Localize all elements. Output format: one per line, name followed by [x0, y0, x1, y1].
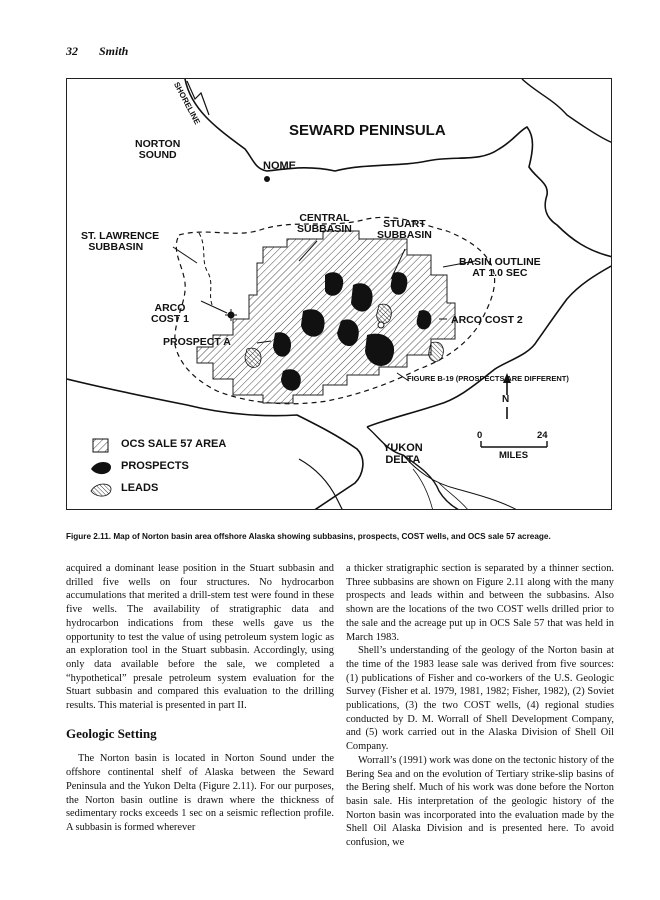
yukon-channel-2	[413, 469, 433, 510]
legend-prospect-swatch	[91, 462, 111, 474]
north-label: N	[502, 394, 510, 405]
arco-cost-1-line-1: ARCO	[154, 302, 186, 314]
st-lawrence-leader	[173, 247, 197, 263]
st-lawrence-line-2: SUBBASIN	[88, 241, 144, 254]
lead-blob	[429, 342, 444, 361]
stuart-subbasin-label	[377, 219, 432, 241]
seward-peninsula-label: SEWARD PENINSULA	[289, 122, 446, 139]
figure-caption: Figure 2.11. Map of Norton basin area offshore Alaska showing subbasins, prospects, COST wells, and OCS sale 57 acreage.	[66, 532, 551, 541]
prospect-blob	[351, 283, 373, 311]
basin-outline-label	[459, 257, 541, 279]
st-lawrence-subbasin-label	[81, 231, 159, 253]
norton-sound-line-2: SOUND	[138, 149, 177, 162]
left-paragraph-1: acquired a dominant lease position in the Stuart subbasin and drilled five wells on four structures. No hydrocarbon accumulations that merited a drill-stem test were found in these five wells. The availability of stratigraphic data and hydrocarbon indications from these wells gave us the opportunity to test the value of using petroleum system logic as an exploration tool in the Stuart subbasin. Accordingly, using only data available before the sale, we completed a “hypothetical” presale petroleum system evaluation for the Stuart subbasin and compared this evaluation to the drilling results. This material is presented in part II.	[66, 563, 334, 712]
yukon-delta-line-2: DELTA	[385, 453, 421, 466]
map-figure	[66, 78, 612, 510]
central-subbasin-line-2: SUBBASIN	[297, 223, 352, 236]
scale-max-label: 24	[537, 430, 548, 441]
legend-lead-swatch	[91, 484, 111, 496]
prospect-blob	[417, 310, 432, 329]
seward-north-coast	[522, 79, 612, 143]
scale-unit-label: MILES	[499, 450, 529, 461]
st-lawrence-line-1: ST. LAWRENCE	[81, 230, 160, 242]
arco-cost-2-well	[378, 322, 384, 328]
page-number: 32	[66, 44, 78, 58]
central-subbasin-label	[297, 213, 352, 235]
legend-ocs-swatch	[93, 439, 108, 452]
prospect-a-label: PROSPECT A	[163, 336, 231, 348]
lead-blob	[245, 348, 261, 367]
right-paragraph-1: a thicker stratigraphic section is separated by a thinner section. Three subbasins are shown on Figure 2.11 along with the many prospects and leads within and between the subbasins. Also shown are the locations of the two COST wells drilled prior to the sale and the acreage put up in OCS Sale 57 that was held in March 1983.	[346, 563, 614, 643]
arco1-leader	[201, 301, 227, 313]
basin-outline-line-1: BASIN OUTLINE	[459, 256, 541, 268]
delta-lobe	[299, 459, 343, 510]
left-paragraph-2: The Norton basin is located in Norton Sound under the offshore continental shelf of Alaska between the Seward Peninsula and the Yukon Delta (Figure 2.11). For our purposes, the Norton basin outline is drawn where the thickness of sedimentary rocks exceeds 1 sec on a seismic reflection profile. A subbasin is formed wherever	[66, 753, 334, 833]
basin-outline-line-2: AT 1.0 SEC	[472, 267, 528, 280]
yukon-delta-line-1: YUKON	[383, 442, 423, 454]
running-author: Smith	[99, 44, 129, 58]
norton-sound-line-1: NORTON	[135, 138, 181, 150]
scale-zero-label: 0	[477, 430, 483, 441]
shoreline-label: SHORELINE	[171, 80, 202, 126]
norton-sound-label	[135, 139, 180, 161]
stuart-subbasin-line-1: STUART	[383, 218, 426, 230]
arco-cost-1-line-2: COST 1	[151, 313, 189, 326]
central-subbasin-line-1: CENTRAL	[299, 212, 350, 224]
nome-dot	[264, 176, 270, 182]
right-paragraph-2: Shell’s understanding of the geology of the Norton basin at the time of the 1983 lease sale was derived from five sources: (1) publications of Fisher and co-workers of the U.S. Geologic Survey (Fisher et al. 1979, 1981, 1982; Fisher, 1982), (2) Soviet publications, (3) the two COST wells, (4) regional studies conducted by D. M. Worrall of Shell Development Company, and (5) work carried out in the Alaska Division of Shell Oil Company.	[346, 645, 614, 753]
page-header	[66, 44, 128, 59]
legend-prospects-label: PROSPECTS	[121, 460, 189, 472]
left-column	[66, 562, 334, 835]
legend-ocs-label: OCS SALE 57 AREA	[121, 438, 227, 450]
section-heading: Geologic Setting	[66, 725, 157, 741]
legend-leads-label: LEADS	[121, 482, 159, 494]
right-paragraph-3: Worrall’s (1991) work was done on the tectonic history of the Bering Sea and on the evolution of Tertiary strike-slip basins of the Bering shelf. Much of his work was done before the Norton basin sale. His interpretation of the geologic history of the Norton basin was incorporated into the evaluation made by the Shell Oil Alaska Division and is presented here. To avoid confusion, we	[346, 754, 614, 849]
yukon-delta-label	[383, 443, 423, 466]
arco-cost-2-label: ARCO COST 2	[451, 314, 523, 326]
yukon-delta-coast	[367, 427, 461, 510]
figure-b19-label: FIGURE B-19 (PROSPECTS ARE DIFFERENT)	[407, 374, 569, 383]
st-lawrence-subbasin-boundary	[199, 233, 213, 307]
right-column	[346, 562, 614, 850]
lead-blob	[377, 304, 392, 323]
stuart-subbasin-line-2: SUBBASIN	[377, 229, 432, 242]
nome-label: NOME	[263, 160, 296, 172]
arco-cost-1-label	[151, 303, 189, 325]
scale-bar	[481, 441, 547, 447]
